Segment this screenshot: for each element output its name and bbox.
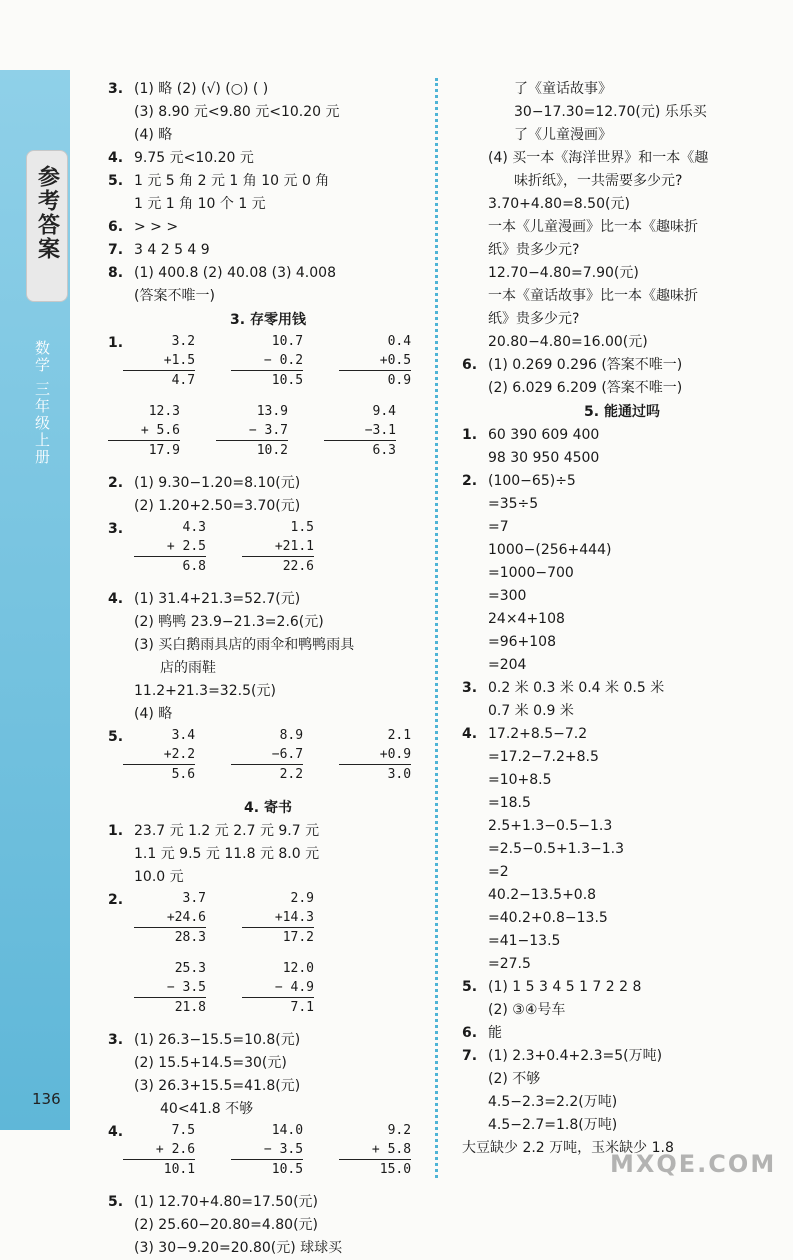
answer-line: (2) 15.5+14.5=30(元) <box>134 1055 287 1071</box>
answer-line: 7. (1) 2.3+0.4+2.3=5(万吨) <box>462 1048 663 1064</box>
calc-operand: + 5.8 <box>339 1140 411 1160</box>
answer-line: 1 元 1 角 10 个 1 元 <box>134 196 266 212</box>
vertical-calc-row <box>108 402 428 472</box>
answer-line: 一本《童话故事》比一本《趣味折 <box>488 288 698 304</box>
calc-operand: −3.1 <box>324 421 396 441</box>
calc-operand: 8.9 <box>279 728 304 743</box>
answer-line: =1000−700 <box>488 565 574 581</box>
calc-result: 17.2 <box>282 930 314 945</box>
answer-line: =7 <box>488 519 509 535</box>
answer-line: 3. 0.2 米 0.3 米 0.4 米 0.5 米 <box>462 680 665 696</box>
answer-line: 2.5+1.3−0.5−1.3 <box>488 818 613 834</box>
answer-line: 98 30 950 4500 <box>488 450 600 466</box>
vertical-calc-row: 3. 4.3 + 2.5 6.8 1.5 +21.1 22.6 <box>108 518 428 588</box>
calc-operand: +2.2 <box>123 745 195 765</box>
vertical-calc-row: 2. 3.7 +24.6 28.3 2.9 +14.3 17.2 <box>108 889 428 959</box>
vertical-calculation <box>123 1121 195 1191</box>
calc-operand: +0.5 <box>339 351 411 371</box>
answer-line: 一本《儿童漫画》比一本《趣味折 <box>488 219 698 235</box>
answer-line: 7. 3 4 2 5 4 9 <box>108 242 210 258</box>
answer-line: (3) 30−9.20=20.80(元) 球球买 <box>134 1240 343 1256</box>
answer-line: 12.70−4.80=7.90(元) <box>488 265 639 281</box>
calc-operand: −6.7 <box>231 745 303 765</box>
vertical-calculation <box>123 726 195 796</box>
calc-operand: 13.9 <box>256 404 288 419</box>
answer-line: 40<41.8 不够 <box>160 1101 254 1117</box>
vertical-calculation <box>242 959 314 1029</box>
calc-result: 0.9 <box>387 373 412 388</box>
calc-operand: + 2.5 <box>134 537 206 557</box>
answer-line: (2) 6.029 6.209 (答案不唯一) <box>488 380 683 396</box>
answer-line: 4. 17.2+8.5−7.2 <box>462 726 588 742</box>
calc-operand: 7.5 <box>171 1123 196 1138</box>
vertical-calculation <box>108 402 180 472</box>
vertical-calc-row: 1. 3.2 +1.5 4.7 10.7 − 0.2 10.5 0.4 +0.5 0.9 <box>108 332 428 402</box>
vertical-calculation <box>123 332 195 402</box>
answer-line: 3. (1) 略 (2) (√) (○) ( ) <box>108 81 269 97</box>
calc-operand: + 5.6 <box>108 421 180 441</box>
calc-result: 7.1 <box>290 1000 314 1015</box>
answer-line: 4.5−2.3=2.2(万吨) <box>488 1094 618 1110</box>
calc-operand: − 3.7 <box>216 421 288 441</box>
calc-operand: 2.1 <box>387 728 412 743</box>
column-divider <box>435 78 438 1178</box>
answer-line: =27.5 <box>488 956 531 972</box>
answer-line: 了《儿童漫画》 <box>514 127 612 143</box>
answer-line: (2) 25.60−20.80=4.80(元) <box>134 1217 318 1233</box>
calc-operand: 3.4 <box>171 728 196 743</box>
answer-line: 30−17.30=12.70(元) 乐乐买 <box>514 104 707 120</box>
calc-result: 10.5 <box>271 373 304 388</box>
calc-result: 28.3 <box>174 930 206 945</box>
answer-line: (2) 鸭鸭 23.9−21.3=2.6(元) <box>134 614 324 630</box>
calc-operand: +0.9 <box>339 745 411 765</box>
calc-result: 22.6 <box>282 559 314 574</box>
answer-line: 8. (1) 400.8 (2) 40.08 (3) 4.008 <box>108 265 336 281</box>
vertical-calculation <box>242 889 314 959</box>
left-column <box>108 78 428 1260</box>
calc-operand: 4.3 <box>182 520 206 535</box>
calc-operand: +14.3 <box>242 908 314 928</box>
answer-line: (4) 略 <box>134 706 173 722</box>
vertical-calculation <box>231 332 303 402</box>
answer-line: 10.0 元 <box>134 869 184 885</box>
calc-operand: 14.0 <box>271 1123 304 1138</box>
calc-operand: 9.2 <box>387 1123 412 1138</box>
vertical-calculation <box>339 726 411 796</box>
answer-line: (4) 买一本《海洋世界》和一本《趣 <box>488 150 709 166</box>
answer-line: 3.70+4.80=8.50(元) <box>488 196 630 212</box>
calc-operand: 9.4 <box>372 404 396 419</box>
page-number: 136 <box>32 1090 61 1108</box>
calc-operand: 12.0 <box>282 961 314 976</box>
answer-line: 纸》贵多少元? <box>488 242 580 258</box>
calc-operand: 25.3 <box>174 961 206 976</box>
answer-line: 5. (1) 1 5 3 4 5 1 7 2 2 8 <box>462 979 642 995</box>
calc-result: 10.2 <box>256 443 288 458</box>
answer-line: (2) ③④号车 <box>488 1002 566 1018</box>
vertical-calculation <box>324 402 396 472</box>
vertical-calculation <box>242 518 314 588</box>
answer-line: 1000−(256+444) <box>488 542 612 558</box>
calc-result: 3.0 <box>387 767 412 782</box>
answer-line: 4.5−2.7=1.8(万吨) <box>488 1117 618 1133</box>
calc-operand: +21.1 <box>242 537 314 557</box>
right-column <box>462 78 782 1160</box>
calc-operand: 2.9 <box>290 891 314 906</box>
section-title: 3. 存零用钱 <box>230 312 306 328</box>
answer-line: 了《童话故事》 <box>514 81 612 97</box>
answer-line: 1. 23.7 元 1.2 元 2.7 元 9.7 元 <box>108 823 320 839</box>
answer-line: (3) 26.3+15.5=41.8(元) <box>134 1078 301 1094</box>
answer-line: 11.2+21.3=32.5(元) <box>134 683 276 699</box>
vertical-calculation <box>339 1121 411 1191</box>
answer-line: =41−13.5 <box>488 933 561 949</box>
vertical-calc-row: 4. 7.5 + 2.6 10.1 14.0 − 3.5 10.5 9.2 + 5.8 15.0 <box>108 1121 428 1191</box>
answer-line: 5. (1) 12.70+4.80=17.50(元) <box>108 1194 318 1210</box>
calc-operand: +24.6 <box>134 908 206 928</box>
answer-line: (答案不唯一) <box>134 288 215 304</box>
answer-line: 24×4+108 <box>488 611 565 627</box>
vertical-calculation <box>134 518 206 588</box>
answer-line: =40.2+0.8−13.5 <box>488 910 608 926</box>
vertical-calculation <box>231 726 303 796</box>
answer-line: (2) 不够 <box>488 1071 541 1087</box>
answer-line: 20.80−4.80=16.00(元) <box>488 334 648 350</box>
answer-line: 6. (1) 0.269 0.296 (答案不唯一) <box>462 357 683 373</box>
answer-line: 店的雨鞋 <box>160 660 216 676</box>
vertical-calculation <box>216 402 288 472</box>
answer-line: 3. (1) 26.3−15.5=10.8(元) <box>108 1032 301 1048</box>
answer-line: (3) 买白鹅雨具店的雨伞和鸭鸭雨具 <box>134 637 355 653</box>
answer-line: 大豆缺少 2.2 万吨，玉米缺少 1.8 <box>462 1140 674 1156</box>
answer-line: =17.2−7.2+8.5 <box>488 749 599 765</box>
calc-result: 5.6 <box>171 767 196 782</box>
answer-line: 味折纸》，一共需要多少元? <box>514 173 683 189</box>
vertical-calc-row: 5. 3.4 +2.2 5.6 8.9 −6.7 2.2 2.1 +0.9 3.0 <box>108 726 428 796</box>
calc-operand: + 2.6 <box>123 1140 195 1160</box>
answer-line: 4. (1) 31.4+21.3=52.7(元) <box>108 591 301 607</box>
answer-line: 纸》贵多少元? <box>488 311 580 327</box>
answer-line: =10+8.5 <box>488 772 552 788</box>
answer-line: 1. 60 390 609 400 <box>462 427 600 443</box>
answer-line: 1.1 元 9.5 元 11.8 元 8.0 元 <box>134 846 320 862</box>
answer-line: =35÷5 <box>488 496 539 512</box>
calc-operand: 1.5 <box>290 520 314 535</box>
answer-line: (2) 1.20+2.50=3.70(元) <box>134 498 301 514</box>
answer-line: =96+108 <box>488 634 556 650</box>
calc-result: 6.3 <box>372 443 396 458</box>
answer-line: 2. (1) 9.30−1.20=8.10(元) <box>108 475 301 491</box>
calc-operand: 12.3 <box>148 404 180 419</box>
section-title: 5. 能通过吗 <box>584 404 660 420</box>
calc-operand: − 4.9 <box>242 978 314 998</box>
calc-operand: 3.2 <box>171 334 196 349</box>
calc-result: 10.1 <box>163 1162 196 1177</box>
answer-line: (4) 略 <box>134 127 173 143</box>
calc-result: 2.2 <box>279 767 304 782</box>
answer-line: 40.2−13.5+0.8 <box>488 887 597 903</box>
calc-result: 15.0 <box>379 1162 412 1177</box>
section-title: 4. 寄书 <box>244 800 292 816</box>
calc-operand: − 3.5 <box>231 1140 303 1160</box>
calc-result: 6.8 <box>182 559 206 574</box>
calc-operand: +1.5 <box>123 351 195 371</box>
calc-operand: − 0.2 <box>231 351 303 371</box>
calc-operand: − 3.5 <box>134 978 206 998</box>
answer-line: 6. 能 <box>462 1025 502 1041</box>
watermark: MXQE.COM <box>610 1150 777 1178</box>
answer-tab <box>26 150 68 302</box>
answer-line: 4. 9.75 元<10.20 元 <box>108 150 254 166</box>
subject-label: 数学 三年级上册 <box>33 340 51 466</box>
vertical-calculation <box>134 889 206 959</box>
vertical-calculation <box>231 1121 303 1191</box>
calc-result: 21.8 <box>174 1000 206 1015</box>
calc-operand: 10.7 <box>271 334 304 349</box>
answer-line: =204 <box>488 657 527 673</box>
calc-operand: 3.7 <box>182 891 206 906</box>
calc-result: 4.7 <box>171 373 196 388</box>
answer-line: 5. 1 元 5 角 2 元 1 角 10 元 0 角 <box>108 173 330 189</box>
answer-line: (3) 8.90 元<9.80 元<10.20 元 <box>134 104 340 120</box>
vertical-calc-row <box>108 959 428 1029</box>
answer-line: =2 <box>488 864 509 880</box>
answer-line: 2. (100−65)÷5 <box>462 473 576 489</box>
answer-line: 0.7 米 0.9 米 <box>488 703 574 719</box>
answer-line: 6. > > > <box>108 219 179 235</box>
vertical-calculation <box>134 959 206 1029</box>
answer-tab-title: 参考答案 <box>34 165 60 261</box>
answer-line: =300 <box>488 588 527 604</box>
calc-result: 17.9 <box>148 443 180 458</box>
vertical-calculation <box>339 332 411 402</box>
calc-operand: 0.4 <box>387 334 412 349</box>
answer-line: =18.5 <box>488 795 531 811</box>
answer-line: =2.5−0.5+1.3−1.3 <box>488 841 624 857</box>
calc-result: 10.5 <box>271 1162 304 1177</box>
